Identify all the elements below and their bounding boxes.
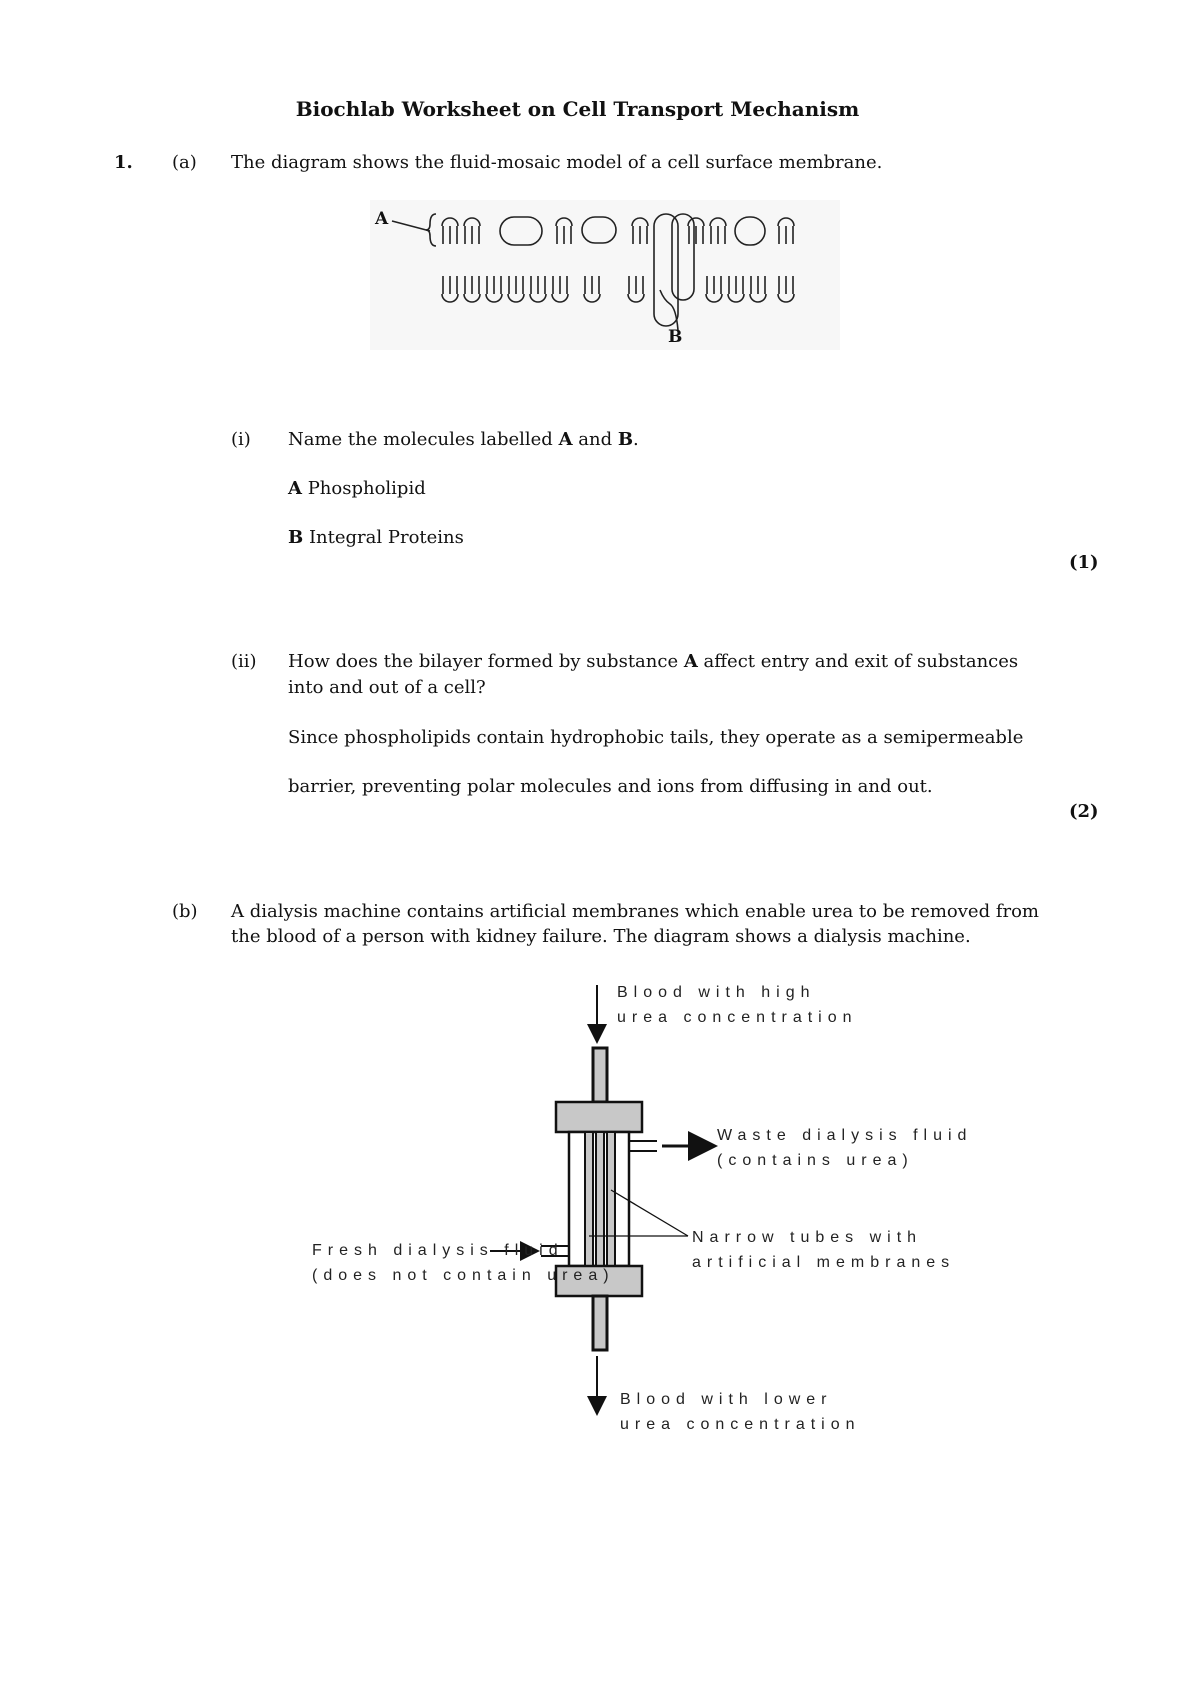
question-text: Name the molecules labelled (288, 429, 559, 450)
question-text: affect entry and exit of substances (697, 651, 1019, 672)
marks-ii: (2) (1069, 801, 1099, 822)
question-text: . (633, 429, 639, 450)
waste-label-2: (contains urea) (717, 1152, 914, 1169)
answer-letter: A (288, 478, 302, 499)
blood-in-label-2: urea concentration (617, 1009, 858, 1026)
subpart-ii-question-line2: into and out of a cell? (288, 677, 486, 698)
letter-a: A (558, 429, 573, 450)
answer-letter: B (288, 527, 304, 548)
answer-ii-line1: Since phospholipids contain hydrophobic tails, they operate as a semipermeable (288, 727, 1024, 748)
label-a: A (375, 209, 389, 229)
label-b: B (668, 327, 683, 347)
top-cap (556, 1102, 642, 1132)
subpart-ii-label: (ii) (231, 651, 257, 672)
outlet-pipe (593, 1296, 607, 1350)
part-b-text-line2: the blood of a person with kidney failure. The diagram shows a dialysis machine. (231, 926, 971, 947)
blood-in-label-1: Blood with high (617, 984, 816, 1001)
answer-ii-line2: barrier, preventing polar molecules and ions from diffusing in and out. (288, 776, 933, 797)
page-title: Biochlab Worksheet on Cell Transport Mechanism (295, 97, 860, 121)
blood-out-label-2: urea concentration (620, 1416, 861, 1433)
blood-out-label-1: Blood with lower (620, 1391, 833, 1408)
inlet-pipe (593, 1048, 607, 1102)
part-a-label: (a) (172, 152, 197, 173)
narrow-tube (585, 1132, 593, 1266)
letter-b: B (617, 429, 634, 450)
answer-text: Phospholipid (301, 478, 426, 499)
part-b-text-line1: A dialysis machine contains artificial membranes which enable urea to be removed from (231, 901, 1039, 922)
subpart-i-label: (i) (231, 429, 251, 450)
fresh-label-1: Fresh dialysis fluid (312, 1242, 564, 1259)
question-number: 1. (114, 152, 133, 173)
answer-text: Integral Proteins (303, 527, 464, 548)
question-text: and (572, 429, 618, 450)
narrow-tube (596, 1132, 604, 1266)
fresh-label-2: (does not contain urea) (312, 1267, 615, 1284)
waste-label-1: Waste dialysis fluid (717, 1127, 973, 1144)
tubes-label-2: artificial membranes (692, 1254, 956, 1271)
tubes-label-1: Narrow tubes with (692, 1229, 923, 1246)
narrow-tube (607, 1132, 615, 1266)
marks-i: (1) (1069, 552, 1099, 573)
part-b-label: (b) (172, 901, 198, 922)
question-text: How does the bilayer formed by substance (288, 651, 684, 672)
letter-a: A (683, 651, 698, 672)
part-a-intro: The diagram shows the fluid-mosaic model of a cell surface membrane. (231, 152, 883, 173)
